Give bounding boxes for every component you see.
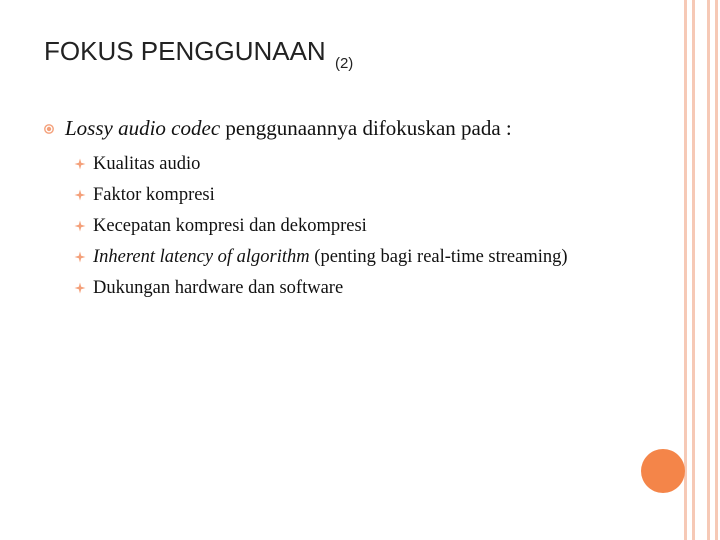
border-line: [684, 0, 687, 540]
list-item: [74, 272, 568, 303]
main-point-rest: penggunaannya difokuskan pada :: [220, 116, 512, 140]
main-point-lead: Lossy audio codec: [65, 116, 221, 140]
star-bullet-icon: [74, 220, 86, 232]
list-item: [74, 148, 568, 179]
list-item-italic: Inherent latency of algorithm: [93, 246, 310, 267]
list-item-text: Kecepatan kompresi dan dekompresi: [93, 215, 367, 236]
slide-title: [44, 36, 353, 72]
list-item-text: Dukungan hardware dan software: [93, 277, 344, 298]
list-item-rest: (penting bagi real-time streaming): [309, 246, 568, 267]
sub-bullet-list: [74, 148, 568, 303]
border-line: [707, 0, 710, 540]
list-item-text: Faktor kompresi: [93, 184, 215, 205]
title-main: FOKUS PENGGUNAAN: [44, 36, 326, 66]
main-bullet-point: [44, 116, 512, 141]
list-item: [74, 241, 568, 272]
list-item-text: Kualitas audio: [93, 153, 201, 174]
star-bullet-icon: [74, 158, 86, 170]
decorative-circle: [641, 449, 685, 493]
list-item: [74, 179, 568, 210]
border-line: [692, 0, 695, 540]
circle-bullet-icon: [44, 124, 54, 134]
main-point-text: [65, 116, 512, 141]
list-item: [74, 210, 568, 241]
star-bullet-icon: [74, 189, 86, 201]
title-suffix: (2): [334, 55, 354, 72]
border-line: [715, 0, 718, 540]
list-item-text: [93, 245, 568, 269]
star-bullet-icon: [74, 282, 86, 294]
star-bullet-icon: [74, 251, 86, 263]
